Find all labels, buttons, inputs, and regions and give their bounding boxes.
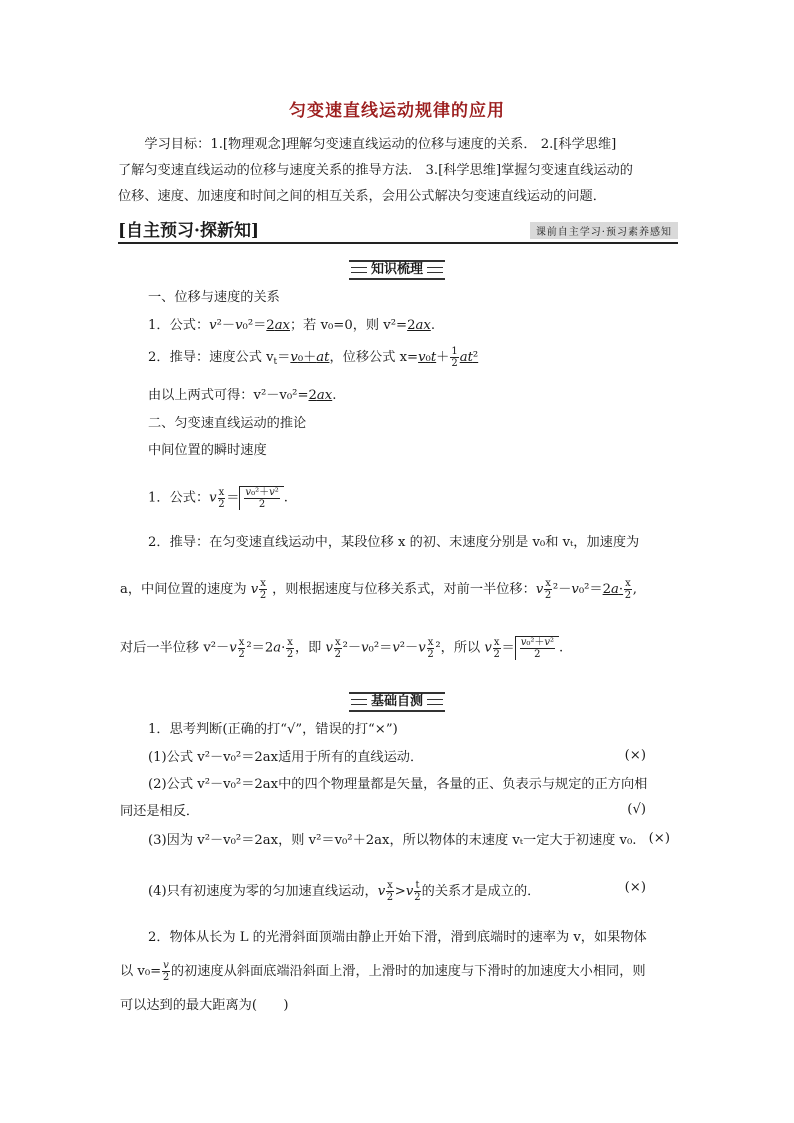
- quiz-mark: (×): [624, 880, 646, 895]
- quiz-q2-line1: 2．物体从长为 L 的光滑斜面顶端由静止开始下滑，滑到底端时的速率为 v，如果物体: [148, 930, 647, 945]
- tag-label: 知识梳理: [349, 260, 445, 280]
- part1-formula: 1．公式：v²－v₀²＝2ax；若 v₀=0，则 v²=2ax.: [148, 318, 436, 333]
- part2-derive-line1: 2．推导：在匀变速直线运动中，某段位移 x 的初、末速度分别是 v₀和 vₜ，加速度为: [148, 535, 640, 550]
- tag-knowledge: [0, 258, 794, 280]
- quiz-item: 同还是相反．: [120, 804, 200, 819]
- tag-label: 基础自测: [349, 692, 445, 712]
- part2-derive-line3: 对后一半位移 v²－v $\frac{x}{2}$ ²＝2a· $\frac{x}{2}$ ，即 v $\frac{x}{2}$ ²－v₀²＝v²－v $\frac{x}{2}$ ²，所以 v $\frac{x}{2}$ ＝ $\frac{\text{v₀²＋v²}}{2}$ .: [120, 636, 564, 660]
- quiz-item: (1)公式 v²－v₀²＝2ax适用于所有的直线运动．: [148, 750, 424, 765]
- quiz-mark: (×): [648, 831, 670, 846]
- quiz-q1: 1．思考判断(正确的打“√”，错误的打“×”): [148, 722, 398, 737]
- part2-heading: 二、匀变速直线运动的推论: [148, 416, 307, 431]
- part2-derive-line2: a，中间位置的速度为 v $\frac{x}{2}$ ，则根据速度与位移关系式，对前一半位移：v $\frac{x}{2}$ ²－v₀²＝2a· $\frac{x}{2}$ ,: [120, 578, 637, 601]
- quiz-q2-line2: 以 v₀= $\frac{v}{2}$ 的初速度从斜面底端沿斜面上滑，上滑时的加速度与下滑时的加速度大小相同，则: [120, 960, 646, 983]
- quiz-item: (2)公式 v²－v₀²＝2ax中的四个物理量都是矢量，各量的正、负表示与规定的正方向相: [148, 777, 648, 792]
- quiz-q2-line3: 可以达到的最大距离为( ): [120, 998, 289, 1013]
- learning-objectives: [118, 132, 678, 210]
- part2-formula: 1．公式：v $\frac{x}{2}$ ＝ $\frac{\text{v₀²＋v²}}{2}$ .: [148, 486, 288, 510]
- part2-subheading: 中间位置的瞬时速度: [148, 443, 267, 458]
- quiz-mark: (√): [627, 802, 646, 817]
- quiz-item: (3)因为 v²－v₀²＝2ax，则 v²＝v₀²＋2ax，所以物体的末速度 vₜ一定大于初速度 v₀.: [148, 833, 637, 848]
- section-title: [自主预习·探新知]: [118, 221, 260, 241]
- objective-line: 位移、速度、加速度和时间之间的相互关系，会用公式解决匀变速直线运动的问题．: [118, 189, 606, 204]
- section-header: [118, 216, 678, 244]
- objective-line: 了解匀变速直线运动的位移与速度关系的推导方法． 3.[科学思维]掌握匀变速直线运动的: [118, 163, 633, 178]
- objective-line: 学习目标：1.[物理观念]理解匀变速直线运动的位移与速度的关系． 2.[科学思维]: [144, 137, 617, 152]
- part1-derivation: 2．推导：速度公式 $v_t=v_0+at$，位移公式 x=v₀t＋ $\frac{1}{2}$ at²: [148, 346, 479, 369]
- part1-heading: 一、位移与速度的关系: [148, 290, 280, 305]
- quiz-item-4: (4)只有初速度为零的匀加速直线运动，v $\frac{x}{2}$ >v $\frac{t}{2}$ 的关系才是成立的．: [148, 880, 541, 903]
- tag-self-test: [0, 690, 794, 712]
- section-badge: 课前自主学习·预习素养感知: [530, 222, 678, 239]
- quiz-mark: (×): [624, 748, 646, 763]
- page-title: 匀变速直线运动规律的应用: [289, 101, 505, 121]
- part1-combine: 由以上两式可得：v²－v₀²=2ax.: [148, 388, 337, 403]
